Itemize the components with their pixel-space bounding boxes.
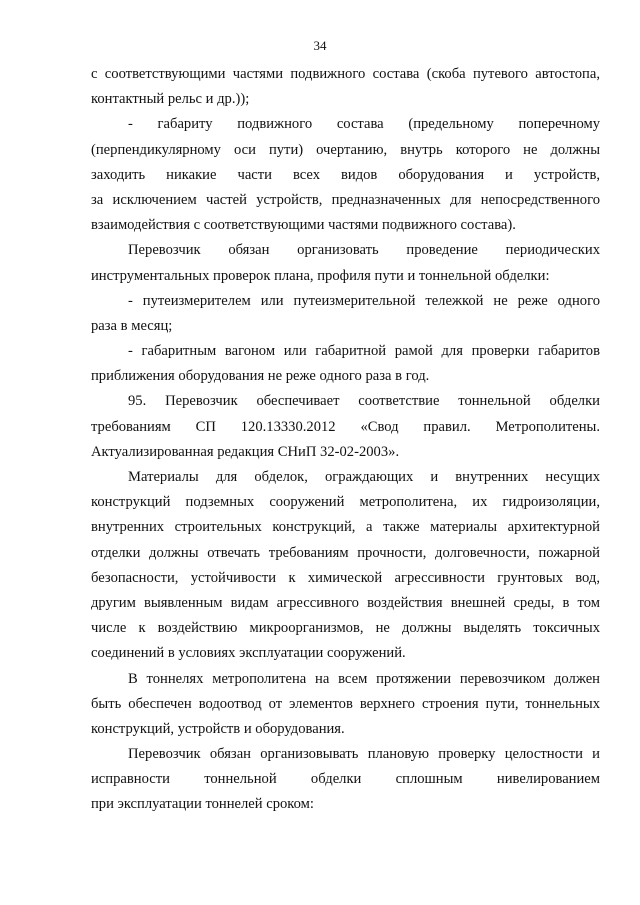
text-line: конструкций подземных сооружений метрополитена, их гидроизоляции, [91,494,600,511]
text-line: 95. Перевозчик обеспечивает соответствие тоннельной обделки [128,393,600,410]
text-line: Перевозчик обязан организовывать плановую проверку целостности и [128,746,600,763]
text-line: контактный рельс и др.)); [91,91,250,108]
text-line: Перевозчик обязан организовать проведение периодических [128,242,600,259]
text-line: - путеизмерителем или путеизмерительной тележкой не реже одного [128,292,600,309]
text-line: взаимодействия с соответствующими частями подвижного состава). [91,217,516,234]
text-line: другим выявленным видам агрессивного воздействия внешней среды, в том [91,594,600,611]
text-line: В тоннелях метрополитена на всем протяжении перевозчиком должен [128,670,600,687]
text-line: Материалы для обделок, ограждающих и внутренних несущих [128,469,600,485]
page-number: 34 [313,38,327,53]
text-line: безопасности, устойчивости к химической агрессивности грунтовых вод, [91,569,600,586]
text-line: - габариту подвижного состава (предельному поперечному [128,116,600,133]
text-line: числе к воздействию микроорганизмов, не должны выделять токсичных [91,620,600,637]
text-line: Актуализированная редакция СНиП 32-02-2003». [91,443,400,460]
text-line: раза в месяц; [91,317,173,334]
text-line: инструментальных проверок плана, профиля пути и тоннельной обделки: [91,267,550,284]
text-line: требованиям СП 120.13330.2012 «Свод правил. Метрополитены. [91,418,600,435]
text-line: за исключением частей устройств, предназначенных для непосредственного [91,191,600,208]
text-line: приближения оборудования не реже одного раза в год. [91,368,430,385]
text-line: быть обеспечен водоотвод от элементов верхнего строения пути, тоннельных [91,695,600,712]
text-line: отделки должны отвечать требованиям прочности, долговечности, пожарной [91,544,600,561]
text-line: внутренних строительных конструкций, а также материалы архитектурной [91,519,600,536]
document-body [91,62,600,818]
text-line: исправности тоннельной обделки сплошным нивелированием [91,771,600,788]
text-line: - габаритным вагоном или габаритной рамой для проверки габаритов [128,343,600,360]
text-line: конструкций, устройств и оборудования. [91,720,345,737]
text-line: (перпендикулярному оси пути) очертанию, внутрь которого не должны [91,141,600,158]
text-line: заходить никакие части всех видов оборудования и устройств, [91,166,600,183]
text-line: соединений в условиях эксплуатации сооружений. [91,645,406,662]
text-line: при эксплуатации тоннелей сроком: [91,796,314,813]
text-line: с соответствующими частями подвижного состава (скоба путевого автостопа, [91,66,600,82]
